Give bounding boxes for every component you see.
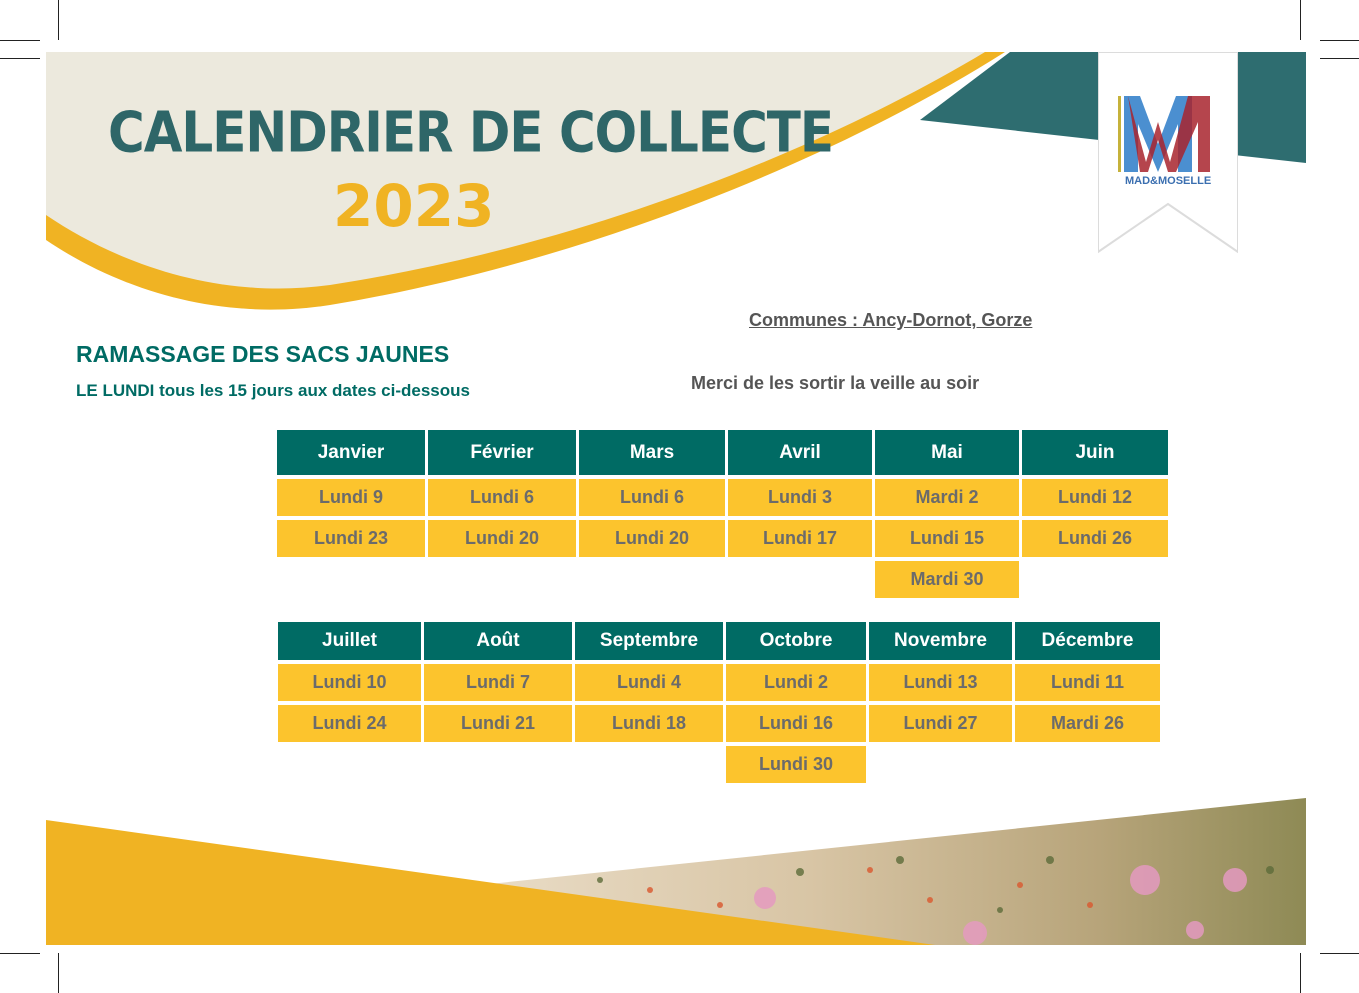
month-column-septembre — [575, 622, 723, 787]
collection-date: Lundi 6 — [428, 479, 576, 516]
month-header: Août — [424, 622, 572, 660]
collection-note: Merci de les sortir la veille au soir — [691, 373, 980, 393]
collection-date: Lundi 11 — [1015, 664, 1160, 701]
collection-date: Lundi 13 — [869, 664, 1012, 701]
collection-date: Lundi 24 — [278, 705, 421, 742]
month-header: Janvier — [277, 430, 425, 475]
month-column-decembre — [1015, 622, 1160, 787]
collection-date: Lundi 9 — [277, 479, 425, 516]
collection-date: Lundi 17 — [728, 520, 872, 557]
calendar-first-half — [277, 430, 1168, 602]
collection-date: Lundi 26 — [1022, 520, 1168, 557]
collection-date: Lundi 15 — [875, 520, 1019, 557]
month-header: Février — [428, 430, 576, 475]
collection-date: Lundi 18 — [575, 705, 723, 742]
section-subheading: LE LUNDI tous les 15 jours aux dates ci-dessous — [76, 381, 470, 400]
month-column-octobre — [726, 622, 866, 787]
calendar-second-half — [278, 622, 1160, 787]
collection-date: Lundi 23 — [277, 520, 425, 557]
month-header: Décembre — [1015, 622, 1160, 660]
collection-date: Lundi 10 — [278, 664, 421, 701]
month-column-juin — [1022, 430, 1168, 602]
collection-date: Lundi 16 — [726, 705, 866, 742]
month-header: Juin — [1022, 430, 1168, 475]
page-title: CALENDRIER DE COLLECTE — [108, 100, 834, 165]
collection-date: Lundi 3 — [728, 479, 872, 516]
month-column-mai — [875, 430, 1019, 602]
collection-date: Mardi 2 — [875, 479, 1019, 516]
month-column-juillet — [278, 622, 421, 787]
month-header: Novembre — [869, 622, 1012, 660]
collection-date: Mardi 30 — [875, 561, 1019, 598]
month-column-janvier — [277, 430, 425, 602]
page-year: 2023 — [333, 172, 495, 240]
month-header: Octobre — [726, 622, 866, 660]
logo-label: MAD&MOSELLE — [1125, 175, 1212, 187]
collection-date: Lundi 12 — [1022, 479, 1168, 516]
month-header: Septembre — [575, 622, 723, 660]
month-column-aout — [424, 622, 572, 787]
mad-moselle-logo — [1098, 52, 1238, 262]
collection-date: Lundi 21 — [424, 705, 572, 742]
month-column-mars — [579, 430, 725, 602]
month-header: Avril — [728, 430, 872, 475]
month-header: Mars — [579, 430, 725, 475]
collection-date: Lundi 27 — [869, 705, 1012, 742]
month-column-avril — [728, 430, 872, 602]
collection-date: Lundi 2 — [726, 664, 866, 701]
collection-date: Lundi 4 — [575, 664, 723, 701]
collection-date: Lundi 20 — [579, 520, 725, 557]
month-header: Mai — [875, 430, 1019, 475]
section-heading: RAMASSAGE DES SACS JAUNES — [76, 341, 450, 367]
collection-date: Mardi 26 — [1015, 705, 1160, 742]
month-column-novembre — [869, 622, 1012, 787]
collection-date: Lundi 6 — [579, 479, 725, 516]
communes-label: Communes : Ancy-Dornot, Gorze — [749, 310, 1033, 330]
month-header: Juillet — [278, 622, 421, 660]
collection-date: Lundi 7 — [424, 664, 572, 701]
collection-date: Lundi 30 — [726, 746, 866, 783]
month-column-fevrier — [428, 430, 576, 602]
collection-date: Lundi 20 — [428, 520, 576, 557]
